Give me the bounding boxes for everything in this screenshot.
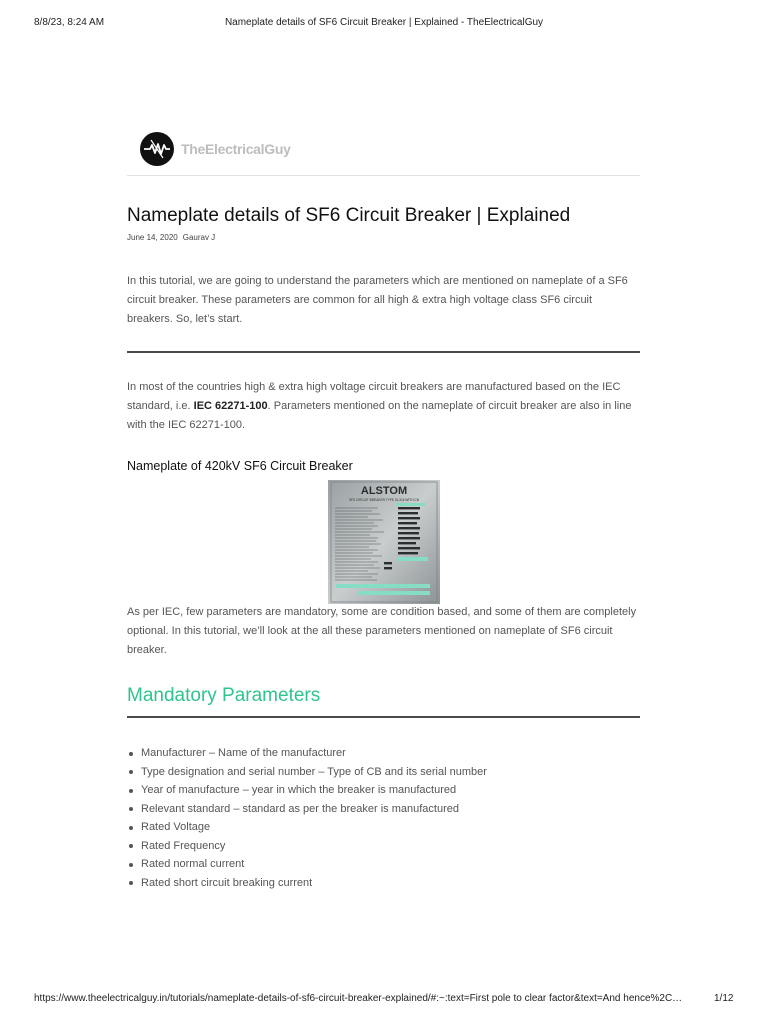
iec-paragraph: In most of the countries high & extra high voltage circuit breakers are manufactured based on the IEC standard, i.e. IEC 62271-100. Parameters mentioned on the nameplate of circuit breaker are also in line with the IEC 62271-100. (127, 381, 632, 431)
section-divider (127, 351, 640, 353)
list-item: Manufacturer – Name of the manufacturer (127, 744, 640, 763)
list-item: Relevant standard – standard as per the breaker is manufactured (127, 800, 640, 819)
nameplate-image (328, 480, 440, 604)
list-item: Rated short circuit breaking current (127, 874, 640, 893)
intro-paragraph: In this tutorial, we are going to understand the parameters which are mentioned on nameplate of a SF6 circuit breaker. These parameters are common for all high & extra high voltage class SF6 circuit breakers. So, let’s start. (127, 275, 628, 325)
logo-icon (139, 131, 175, 167)
post-author[interactable]: Gaurav J (182, 233, 216, 242)
print-page-number: 1/12 (714, 993, 734, 1004)
iec-overview-paragraph: As per IEC, few parameters are mandatory, some are condition based, and some of them are completely optional. In this tutorial, we’ll look at the all these parameters mentioned on nameplate of SF6 circuit breaker. (127, 606, 637, 656)
nameplate-caption: SF6 CIRCUIT BREAKER TYPE GL316 WITH CB (349, 498, 419, 502)
list-item: Type designation and serial number – Type of CB and its serial number (127, 763, 640, 782)
list-item: Rated normal current (127, 855, 640, 874)
list-item: Rated Voltage (127, 818, 640, 837)
header-divider (127, 175, 640, 176)
site-logo[interactable] (139, 131, 291, 167)
post-date: June 14, 2020 (127, 233, 178, 242)
print-page-title: Nameplate details of SF6 Circuit Breaker | Explained - TheElectricalGuy (224, 17, 544, 28)
mandatory-parameters-list (127, 744, 640, 892)
iec-standard: IEC 62271-100 (193, 399, 268, 412)
list-item: Year of manufacture – year in which the breaker is manufactured (127, 781, 640, 800)
post-meta (127, 233, 215, 242)
site-logo-text: TheElectricalGuy (181, 141, 291, 157)
print-url: https://www.theelectricalguy.in/tutorials/nameplate-details-of-sf6-circuit-breaker-explained/#:~:text=First pole to clear factor&text=And hence%2C… (34, 993, 683, 1004)
post-title: Nameplate details of SF6 Circuit Breaker | Explained (127, 205, 571, 226)
nameplate-subheading: Nameplate of 420kV SF6 Circuit Breaker (127, 459, 353, 473)
print-datetime: 8/8/23, 8:24 AM (34, 17, 105, 28)
nameplate-brand: ALSTOM (360, 485, 408, 497)
list-item: Rated Frequency (127, 837, 640, 856)
heading-divider (127, 716, 640, 718)
mandatory-parameters-heading: Mandatory Parameters (127, 685, 321, 706)
